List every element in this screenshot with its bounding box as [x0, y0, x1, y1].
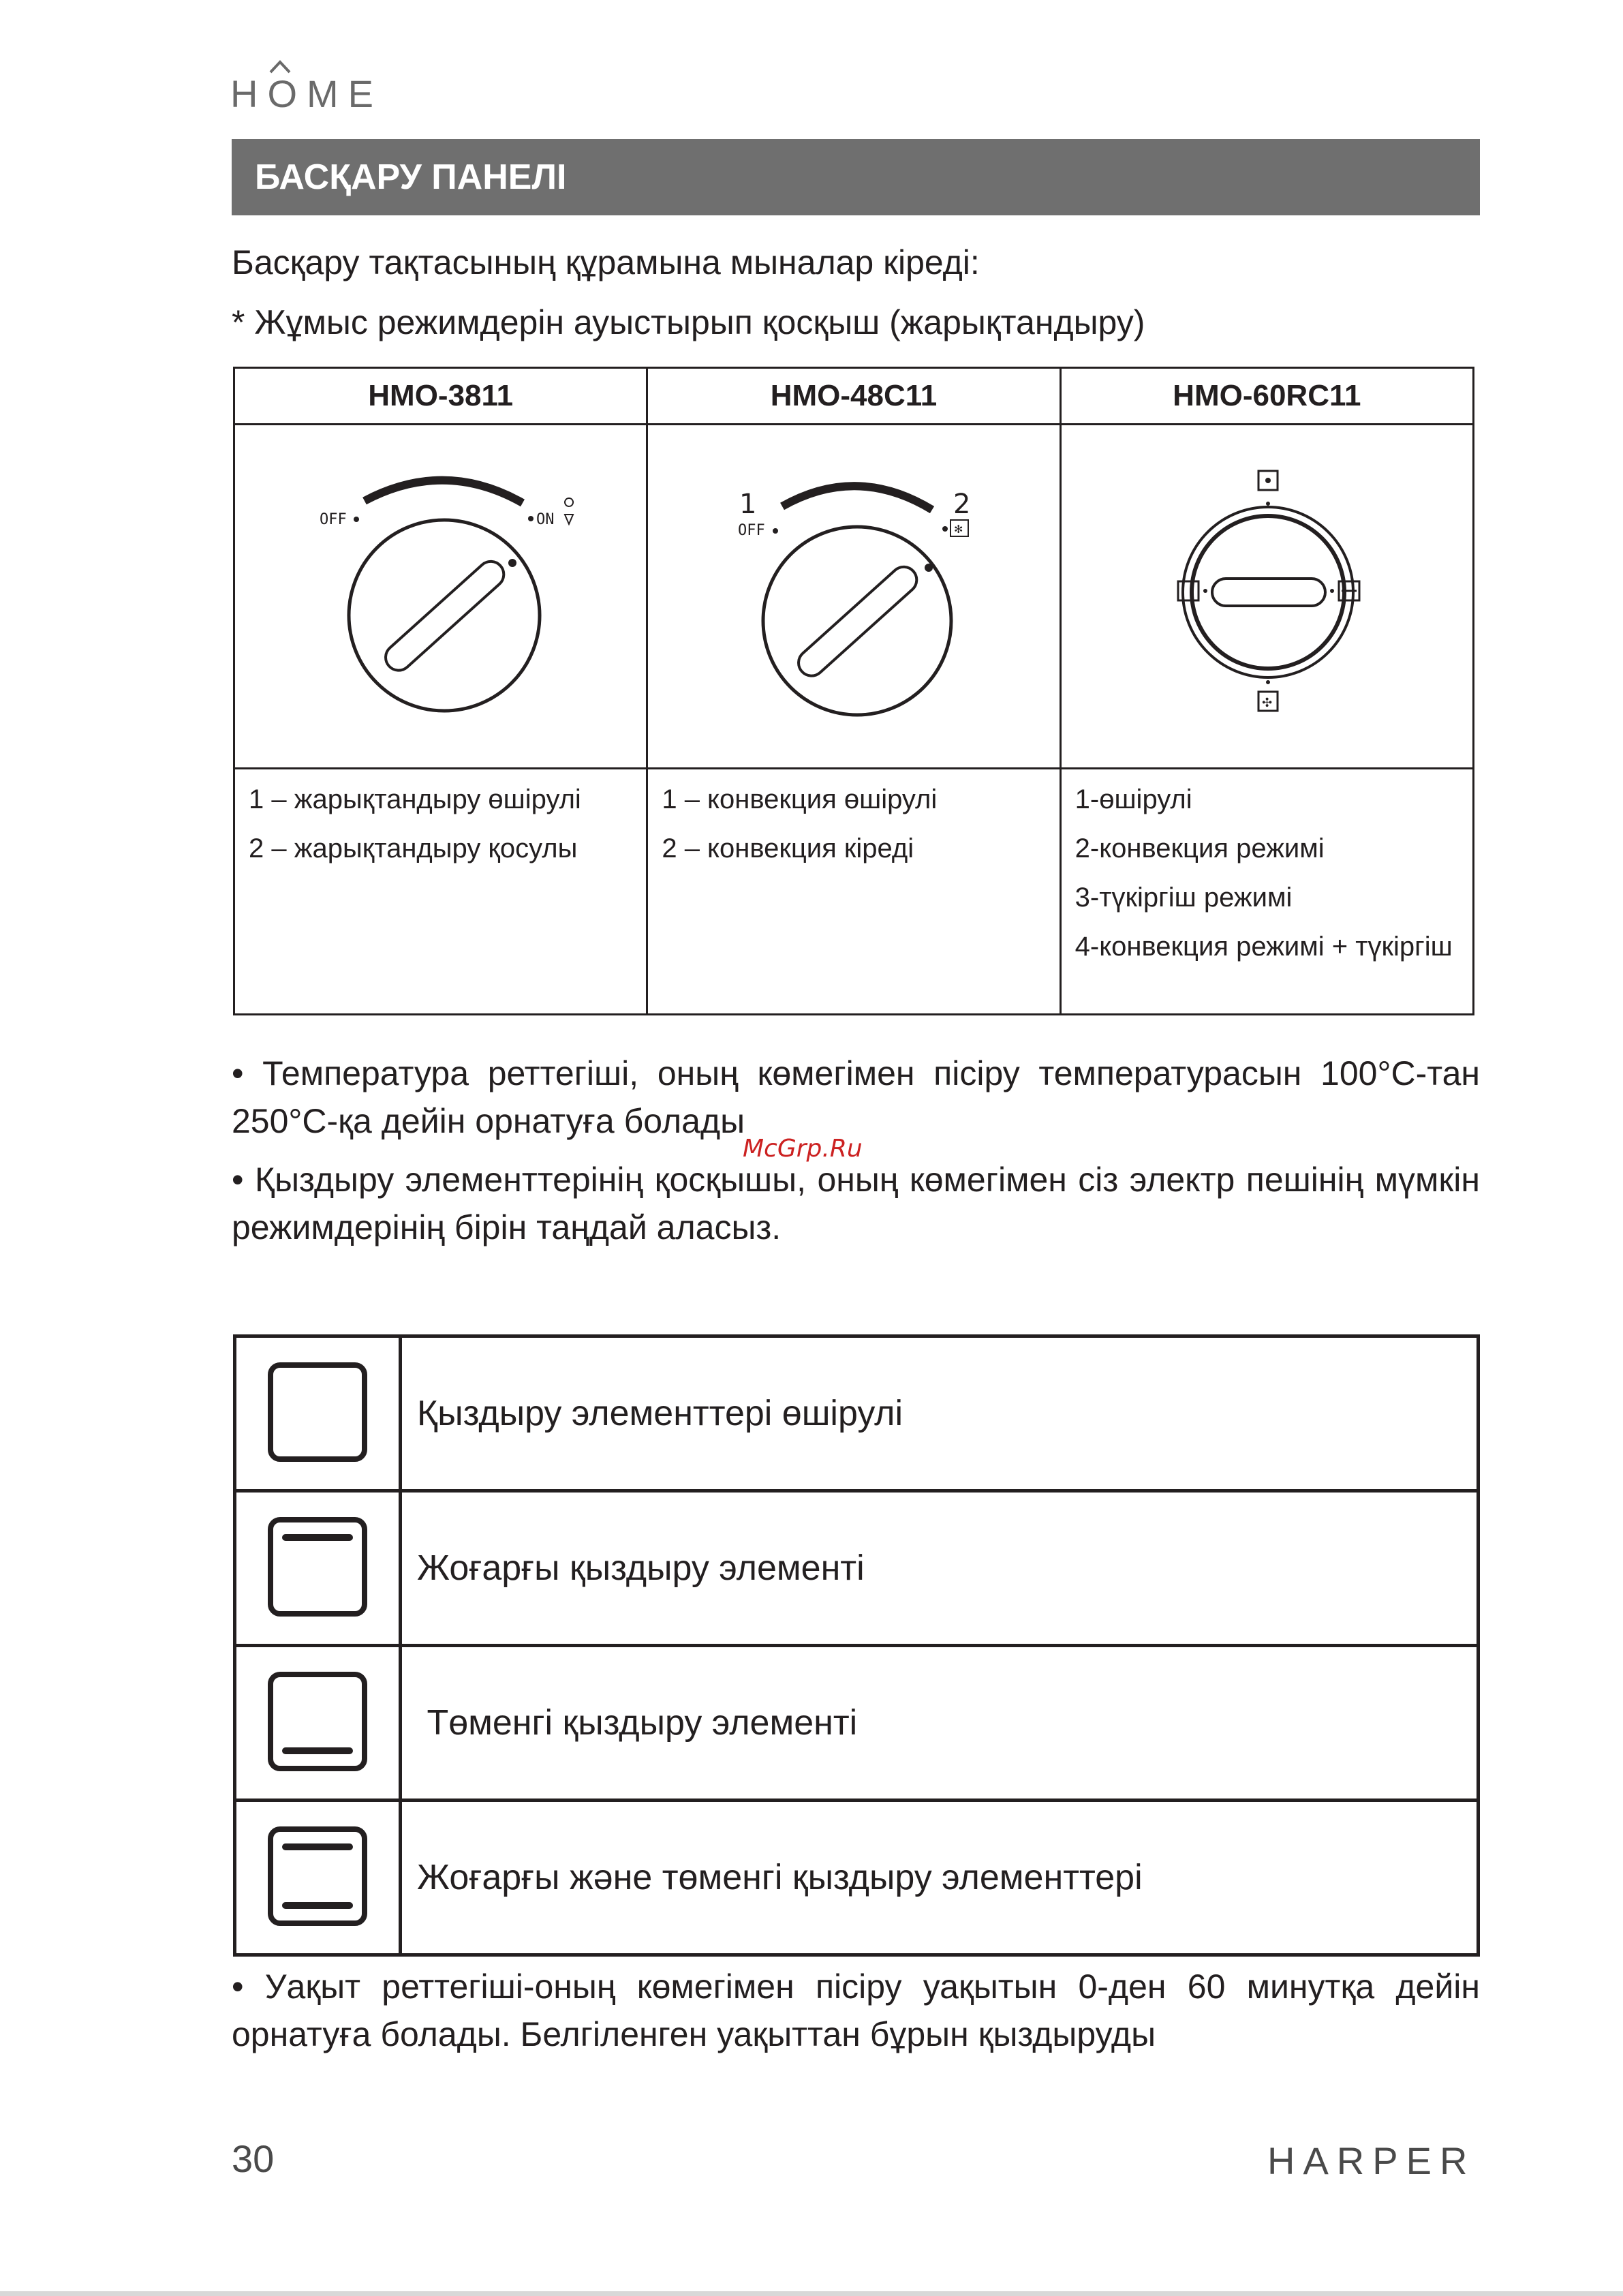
bottom-divider: [0, 2291, 1623, 2296]
heating-modes-table: [233, 1334, 1480, 1957]
svg-text:✣: ✣: [1262, 695, 1273, 709]
top-heat-icon: [266, 1516, 369, 1618]
convection-knob-icon: [697, 452, 1010, 738]
hmo-3811-description: [234, 769, 647, 1015]
harper-logo: HARPER: [1267, 2139, 1476, 2182]
mode-label: Жоғарғы және төменгі қыздыру элементтері: [401, 1801, 1479, 1955]
table-row: [235, 1336, 1479, 1491]
mode-label: Қыздыру элементтері өшірулі: [401, 1336, 1479, 1491]
table-row: [235, 1646, 1479, 1801]
temperature-bullet: • Температура реттегіші, оның көмегімен пісіру температурасын 100°С-тан 250°С-қа дейін орнатуға болады: [232, 1054, 1480, 1140]
svg-text:2: 2: [953, 488, 971, 520]
list-item: 4-конвекция режимі + түкіргіш: [1075, 932, 1453, 962]
section-title: БАСҚАРУ ПАНЕЛІ: [232, 139, 1480, 215]
heating-bullet: • Қыздыру элементтерінің қосқышы, оның көмегімен сіз электр пешінің мүмкін режимдерінің бірін таңдай аласыз.: [232, 1161, 1480, 1246]
switch-title: * Жұмыс режимдерін ауыстырып қосқыш (жарықтандыру): [232, 303, 1145, 341]
table-row: [235, 1801, 1479, 1955]
oven-off-icon: [266, 1361, 369, 1463]
svg-text:✻: ✻: [953, 523, 963, 536]
home-logo-text: HOME: [230, 72, 383, 115]
list-item: 2 – конвекция кіреді: [662, 833, 914, 863]
models-table: [233, 367, 1474, 1015]
table-row: [235, 1491, 1479, 1646]
knob-hmo-3811: [234, 425, 647, 769]
model-header: HMO-48C11: [647, 368, 1060, 425]
light-knob-icon: [284, 452, 598, 738]
model-header: HMO-3811: [234, 368, 647, 425]
top-bottom-heat-icon: [266, 1825, 369, 1927]
list-item: 2-конвекция режимі: [1075, 833, 1325, 863]
svg-text:OFF: OFF: [319, 510, 347, 528]
bottom-heat-icon: [266, 1670, 369, 1773]
timer-bullet: • Уақыт реттегіші-оның көмегімен пісіру уақытын 0-ден 60 минутқа дейін орнатуға болады. Белгіленген уақыттан бұрын қыздыруды: [232, 1968, 1480, 2053]
svg-text:1: 1: [739, 488, 757, 520]
svg-text:OFF: OFF: [737, 521, 765, 539]
list-item: 1 – конвекция өшірулі: [662, 784, 938, 814]
svg-text:ON: ON: [536, 510, 555, 528]
mode-label: Жоғарғы қыздыру элементі: [401, 1491, 1479, 1646]
intro-text: Басқару тақтасының құрамына мыналар кіреді:: [232, 243, 980, 281]
home-logo: [230, 74, 383, 114]
model-header: HMO-60RC11: [1060, 368, 1473, 425]
watermark: McGrp.Ru: [743, 1135, 863, 1163]
knob-hmo-48c11: [647, 425, 1060, 769]
hmo-48c11-description: [647, 769, 1060, 1015]
list-item: 2 – жарықтандыру қосулы: [249, 833, 578, 863]
knob-hmo-60rc11: [1060, 425, 1473, 769]
list-item: 1-өшірулі: [1075, 784, 1192, 814]
page-number: 30: [232, 2137, 275, 2180]
mode-knob-icon: [1110, 452, 1423, 738]
mode-label: Төменгі қыздыру элементі: [401, 1646, 1479, 1801]
list-item: 1 – жарықтандыру өшірулі: [249, 784, 581, 814]
hmo-60rc11-description: [1060, 769, 1473, 1015]
list-item: 3-түкіргіш режимі: [1075, 883, 1293, 913]
roof-icon: [268, 59, 292, 75]
